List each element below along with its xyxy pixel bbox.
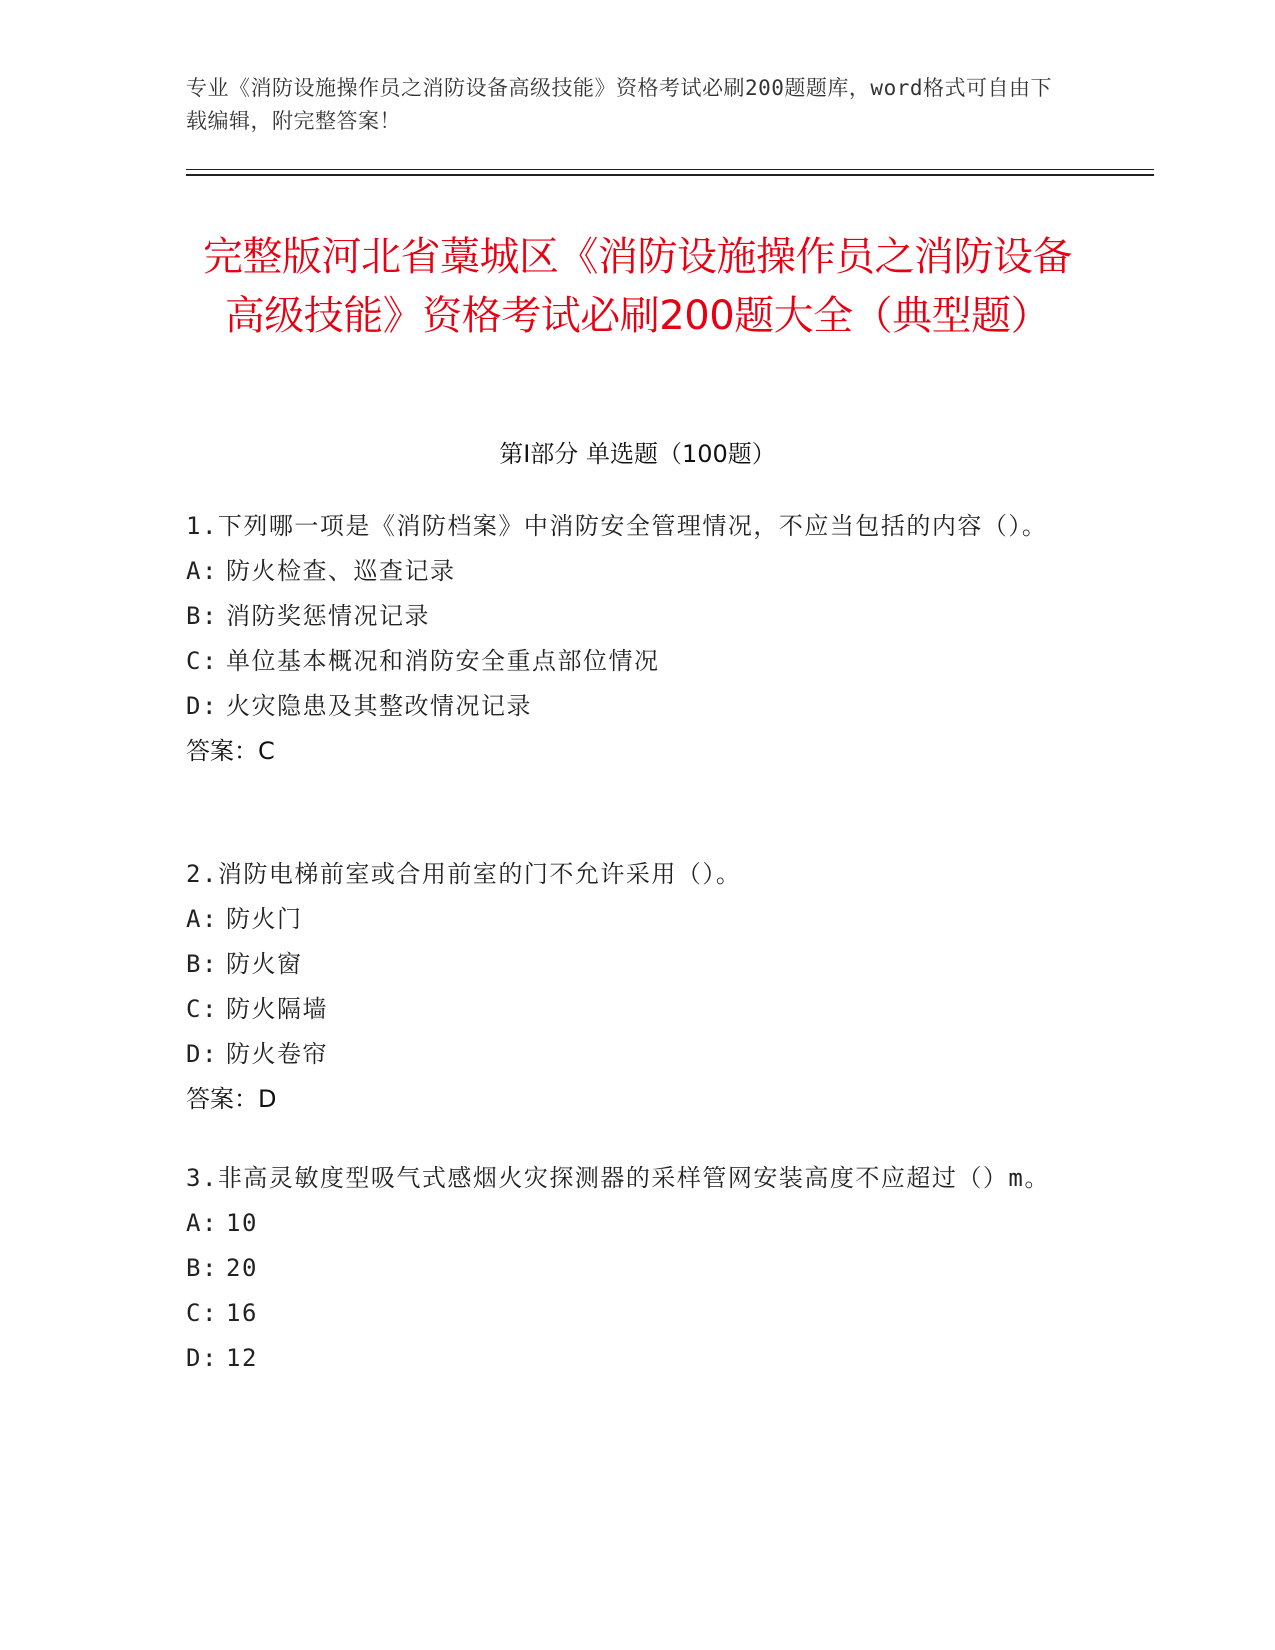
- option-text: 消防奖惩情况记录: [226, 602, 430, 630]
- question-3-option-c: [186, 1291, 1066, 1336]
- option-letter: D:: [186, 1040, 218, 1068]
- header-divider-thin: [186, 169, 1154, 170]
- option-text: 防火检查、巡查记录: [226, 557, 456, 585]
- answer-value: D: [258, 1085, 277, 1113]
- question-3-text: 3.非高灵敏度型吸气式感烟火灾探测器的采样管网安装高度不应超过（）m。: [186, 1164, 1050, 1192]
- option-letter: A:: [186, 557, 218, 585]
- option-letter: D:: [186, 1344, 218, 1372]
- option-letter: B:: [186, 1254, 218, 1282]
- answer-label: 答案：: [186, 737, 258, 765]
- question-1-option-d: [186, 684, 1066, 729]
- option-letter: B:: [186, 950, 218, 978]
- question-2-option-d: [186, 1032, 1066, 1077]
- section-heading: 第Ⅰ部分 单选题（100题）: [499, 440, 776, 468]
- header-divider-thick: [186, 174, 1154, 176]
- question-1-option-c: [186, 639, 1066, 684]
- option-letter: C:: [186, 1299, 218, 1327]
- option-text: 20: [226, 1254, 258, 1282]
- question-1-option-a: [186, 549, 1066, 594]
- question-2-option-b: [186, 942, 1066, 987]
- option-letter: A:: [186, 905, 218, 933]
- question-2-option-c: [186, 987, 1066, 1032]
- question-3: [186, 1156, 1066, 1381]
- question-3-option-d: [186, 1336, 1066, 1381]
- question-3-option-a: [186, 1201, 1066, 1246]
- option-text: 防火门: [226, 905, 303, 933]
- option-text: 防火隔墙: [226, 995, 328, 1023]
- option-letter: C:: [186, 995, 218, 1023]
- option-text: 10: [226, 1209, 258, 1237]
- question-2: [186, 852, 1066, 1122]
- document-title: 完整版河北省藁城区《消防设施操作员之消防设备高级技能》资格考试必刷200题大全（典型题）: [203, 234, 1072, 339]
- question-2-answer: [186, 1077, 1066, 1122]
- option-text: 防火卷帘: [226, 1040, 328, 1068]
- option-text: 12: [226, 1344, 258, 1372]
- option-text: 防火窗: [226, 950, 303, 978]
- question-1: [186, 504, 1066, 774]
- header-note: 专业《消防设施操作员之消防设备高级技能》资格考试必刷200题题库，word格式可自由下载编辑，附完整答案！: [186, 76, 1052, 133]
- answer-value: C: [258, 737, 275, 765]
- question-2-text: 2.消防电梯前室或合用前室的门不允许采用（）。: [186, 860, 742, 888]
- option-text: 单位基本概况和消防安全重点部位情况: [226, 647, 660, 675]
- question-1-answer: [186, 729, 1066, 774]
- option-letter: A:: [186, 1209, 218, 1237]
- option-text: 16: [226, 1299, 258, 1327]
- option-letter: D:: [186, 692, 218, 720]
- question-2-option-a: [186, 897, 1066, 942]
- option-letter: B:: [186, 602, 218, 630]
- question-1-text: 1.下列哪一项是《消防档案》中消防安全管理情况，不应当包括的内容（）。: [186, 512, 1048, 540]
- question-3-option-b: [186, 1246, 1066, 1291]
- option-text: 火灾隐患及其整改情况记录: [226, 692, 532, 720]
- answer-label: 答案：: [186, 1085, 258, 1113]
- question-1-option-b: [186, 594, 1066, 639]
- option-letter: C:: [186, 647, 218, 675]
